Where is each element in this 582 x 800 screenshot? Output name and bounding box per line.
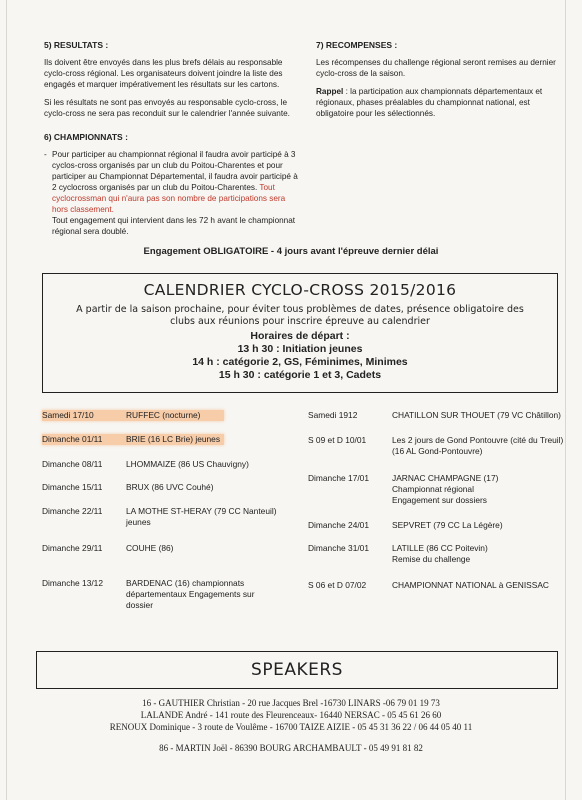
event-place: JARNAC CHAMPAGNE (17) Championnat régional Engagement sur dossiers: [392, 473, 499, 505]
speaker-line: 16 - GAUTHIER Christian - 20 rue Jacques Brel -16730 LINARS -06 79 01 19 73: [142, 698, 440, 708]
list-item: [42, 578, 256, 611]
list-item: [42, 543, 173, 554]
speaker-line: RENOUX Dominique - 3 route de Voulême - 16700 TAIZE AIZIE - 05 45 31 36 22 / 06 44 05 40 11: [109, 722, 473, 732]
championnats-rule-text: Pour participer au championnat régional il faudra avoir participé à 3 cyclos-cross organisés par un club du Poitou-Charentes et pour participer au Championnat Départemental, il faudra avoir participé à 2 cyclocross organisés par un club du Poitou-Charentes.: [52, 150, 298, 192]
speaker-line: LALANDE André - 141 route des Fleurenceaux- 16440 NERSAC - 05 45 61 26 60: [140, 710, 442, 720]
horaires-title: Horaires de départ :: [250, 330, 350, 342]
speakers-header-box: [36, 651, 558, 689]
list-item: [42, 506, 286, 528]
list-item: [308, 543, 502, 565]
event-date: Dimanche 08/11: [42, 459, 103, 469]
event-place: SEPVRET (79 CC La Légère): [392, 520, 503, 530]
horaire-initiation: 13 h 30 : Initiation jeunes: [237, 343, 363, 355]
scan-edge: [6, 0, 7, 800]
championnats-warning-text: Tout cyclocrossman qui n'aura pas son nombre de participations sera hors classement.: [52, 183, 286, 214]
event-date: Dimanche 15/11: [42, 482, 103, 492]
championnats-doubling-rule: Tout engagement qui intervient dans les 72 h avant le championnat régional sera doublé.: [52, 216, 296, 236]
speaker-line: 86 - MARTIN Joël - 86390 BOURG ARCHAMBAULT - 05 49 91 81 82: [159, 743, 423, 753]
horaire-categorie-2: 14 h : catégorie 2, GS, Féminimes, Minimes: [192, 356, 408, 368]
horaire-categorie-1-3: 15 h 30 : catégorie 1 et 3, Cadets: [218, 369, 382, 381]
rules-right-column: [316, 40, 566, 126]
championnats-rule: [44, 149, 302, 215]
rappel-label: Rappel: [316, 87, 344, 96]
list-item: [42, 410, 224, 421]
event-date: Samedi 17/10: [42, 410, 94, 420]
recompenses-paragraph: Les récompenses du challenge régional seront remises au dernier cyclo-cross de la saison.: [316, 58, 556, 78]
results-paragraph-2: Si les résultats ne sont pas envoyés au responsable cyclo-cross, le cyclo-cross ne sera pas reconduit sur le calendrier l'année suivante.: [44, 98, 290, 118]
event-date: Samedi 1912: [308, 410, 358, 420]
speakers-list: [0, 697, 582, 754]
event-date: Dimanche 17/01: [308, 473, 369, 483]
event-place: RUFFEC (nocturne): [126, 410, 201, 420]
list-item: [308, 580, 549, 591]
list-item: [308, 473, 512, 506]
list-item: [42, 482, 214, 493]
speakers-title: SPEAKERS: [251, 660, 343, 680]
list-item: [308, 520, 503, 531]
section-title-championnats: 6) CHAMPIONNATS :: [44, 132, 128, 142]
event-date: S 06 et D 07/02: [308, 580, 367, 590]
event-place: LATILLE (86 CC Poitevin) Remise du challenge: [392, 543, 488, 564]
section-title-recompenses: 7) RECOMPENSES :: [316, 40, 398, 50]
event-date: S 09 et D 10/01: [308, 435, 367, 445]
list-item: [42, 459, 249, 470]
list-item: [308, 435, 564, 457]
event-date: Dimanche 13/12: [42, 578, 103, 588]
results-paragraph-1: Ils doivent être envoyés dans les plus brefs délais au responsable cyclo-cross régional. Les organisateurs doivent joindre la liste des engagés et marquer impérativement les résultats sur les cartons.: [44, 58, 283, 89]
event-place: COUHE (86): [126, 543, 174, 553]
calendar-note: A partir de la saison prochaine, pour éviter tous problèmes de dates, présence obligatoire des clubs aux réunions pour inscrire épreuve au calendrier: [76, 304, 524, 327]
rappel-paragraph: [316, 86, 566, 119]
event-date: Dimanche 29/11: [42, 543, 103, 553]
event-place: BRIE (16 LC Brie) jeunes: [126, 434, 221, 444]
event-place: CHATILLON SUR THOUET (79 VC Châtillon): [392, 410, 561, 420]
event-place: CHAMPIONNAT NATIONAL à GENISSAC: [392, 580, 549, 590]
rules-left-column: [44, 40, 302, 237]
event-place: LHOMMAIZE (86 US Chauvigny): [126, 459, 249, 469]
event-place: BARDENAC (16) championnats départementaux Engagements sur dossier: [126, 578, 255, 610]
event-place: Les 2 jours de Gond Pontouvre (cité du Treuil) (16 AL Gond-Pontouvre): [392, 435, 564, 456]
event-place: LA MOTHE ST-HERAY (79 CC Nanteuil) jeunes: [126, 506, 277, 527]
engagement-deadline: Engagement OBLIGATOIRE - 4 jours avant l'épreuve dernier délai: [143, 246, 439, 257]
section-title-results: 5) RESULTATS :: [44, 40, 109, 50]
calendar-header-box: [42, 273, 558, 393]
bullet-dash: -: [44, 150, 47, 159]
calendar-title: CALENDRIER CYCLO-CROSS 2015/2016: [143, 281, 457, 299]
rappel-text: : la participation aux championnats départementaux et régionaux, phases préalables du championnat national, est obligatoire pour les sélectionnés.: [316, 87, 543, 118]
list-item: [42, 434, 224, 445]
event-date: Dimanche 31/01: [308, 543, 369, 553]
event-date: Dimanche 24/01: [308, 520, 369, 530]
list-item: [308, 410, 561, 421]
event-date: Dimanche 01/11: [42, 434, 103, 444]
event-date: Dimanche 22/11: [42, 506, 103, 516]
event-place: BRUX (86 UVC Couhé): [126, 482, 214, 492]
